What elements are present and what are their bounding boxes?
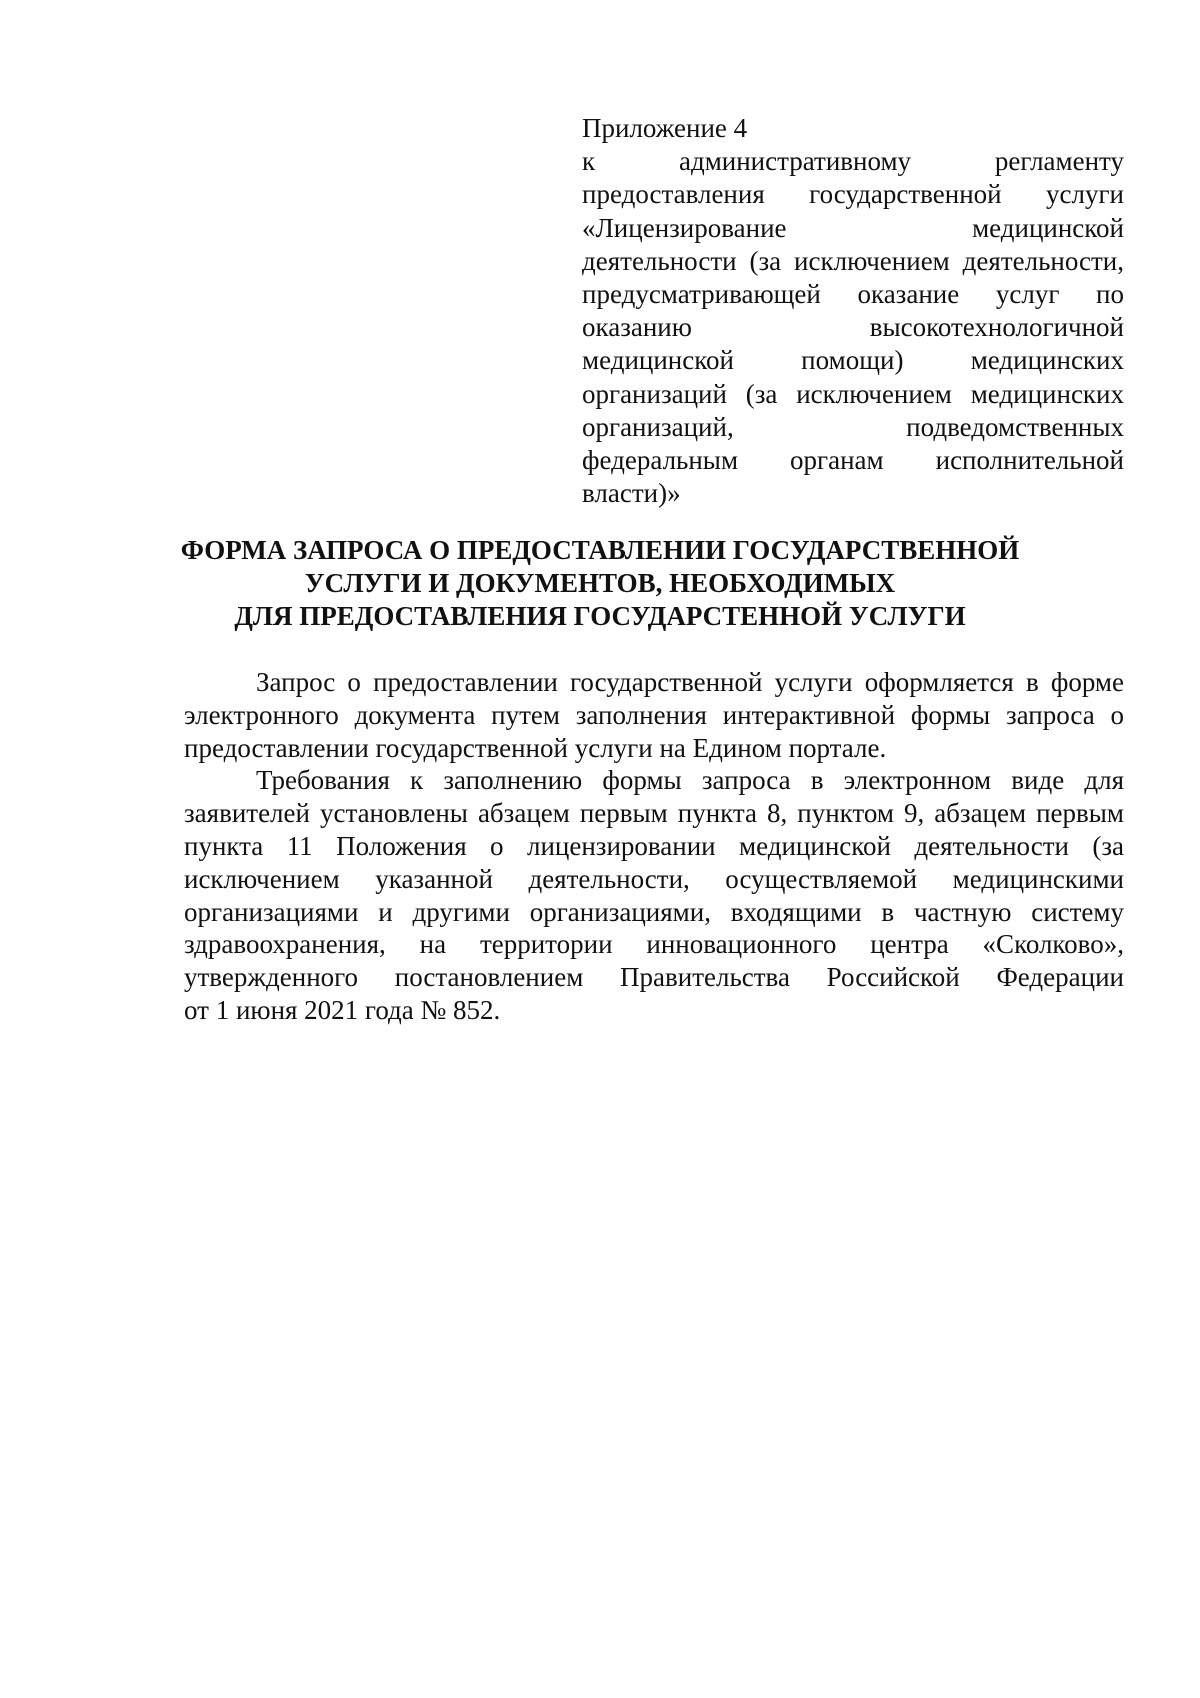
- document-heading: [100, 534, 1100, 633]
- main-text: [184, 666, 1124, 1027]
- appendix-line: предусматривающей оказание услуг по: [582, 279, 1124, 310]
- paragraph-1: [184, 666, 1124, 764]
- appendix-line: оказанию высокотехнологичной: [582, 312, 1124, 343]
- paragraph-line: заявителей установлены абзацем первым пункта 8, пунктом 9, абзацем первым: [184, 798, 1124, 829]
- paragraph-line: организациями и другими организациями, входящими в частную систему: [184, 896, 1124, 927]
- appendix-line: власти)»: [582, 478, 681, 509]
- heading-line: ФОРМА ЗАПРОСА О ПРЕДОСТАВЛЕНИИ ГОСУДАРСТВЕННОЙ: [180, 535, 1020, 565]
- paragraph-line: исключением указанной деятельности, осуществляемой медицинскими: [184, 863, 1124, 894]
- appendix-line: организаций, подведомственных: [582, 411, 1124, 442]
- paragraph-line: пункта 11 Положения о лицензировании медицинской деятельности (за: [184, 830, 1124, 861]
- paragraph-line: Требования к заполнению формы запроса в электронном виде для: [256, 765, 1124, 796]
- appendix-line: федеральным органам исполнительной: [582, 445, 1124, 476]
- heading-line: ДЛЯ ПРЕДОСТАВЛЕНИЯ ГОСУДАРСТЕННОЙ УСЛУГИ: [234, 601, 966, 631]
- appendix-line: «Лицензирование медицинской: [582, 212, 1124, 243]
- paragraph-line: электронного документа путем заполнения интерактивной формы запроса о: [184, 699, 1124, 730]
- paragraph-line: предоставлении государственной услуги на Едином портале.: [184, 732, 887, 763]
- paragraph-line: здравоохранения, на территории инновационного центра «Сколково»,: [184, 929, 1124, 960]
- paragraph-line: от 1 июня 2021 года № 852.: [184, 994, 501, 1025]
- appendix-line: организаций (за исключением медицинских: [582, 378, 1124, 409]
- appendix-line: к административному регламенту: [582, 146, 1124, 177]
- appendix-line: медицинской помощи) медицинских: [582, 345, 1124, 376]
- appendix-line: деятельности (за исключением деятельности,: [582, 245, 1124, 276]
- heading-line: УСЛУГИ И ДОКУМЕНТОВ, НЕОБХОДИМЫХ: [304, 568, 896, 598]
- appendix-title: Приложение 4: [582, 113, 748, 143]
- paragraph-line: Запрос о предоставлении государственной услуги оформляется в форме: [256, 667, 1124, 697]
- appendix-line: предоставления государственной услуги: [582, 179, 1124, 210]
- paragraph-line: утвержденного постановлением Правительства Российской Федерации: [184, 962, 1124, 993]
- appendix-block: [582, 112, 1124, 510]
- paragraph-2: [184, 764, 1124, 1026]
